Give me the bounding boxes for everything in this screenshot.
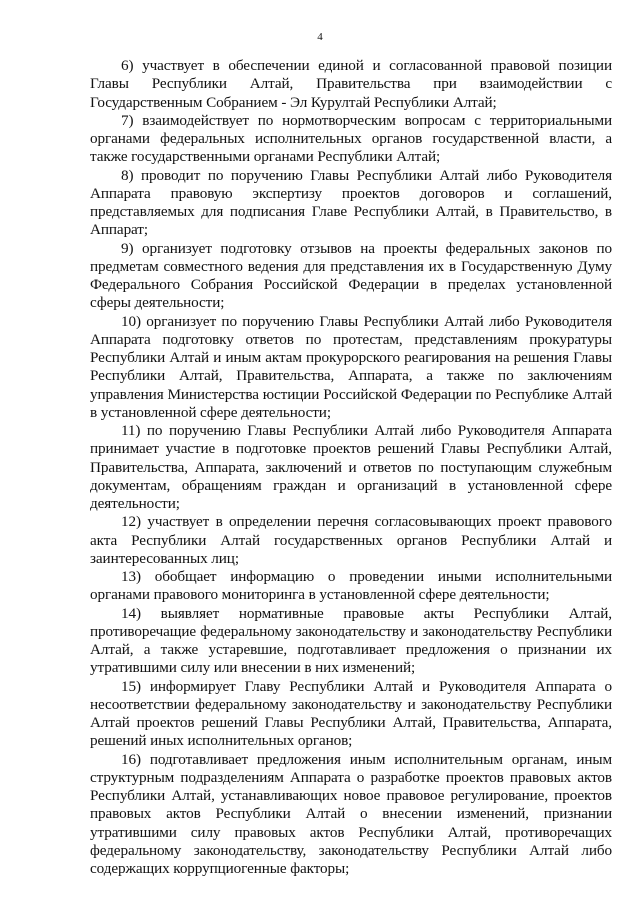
paragraph-item-14: 14) выявляет нормативные правовые акты Республики Алтай, противоречащие федеральному законодательству и законодательству Республики Алтай, а также устаревшие, подготавливает предложения о признании их утратившими силу или внесении в них изменений; bbox=[90, 604, 612, 677]
paragraph-item-12: 12) участвует в определении перечня согласовывающих проект правового акта Республики Алтай государственных органов Республики Алтай и заинтересованных лиц; bbox=[90, 513, 612, 567]
document-body bbox=[90, 57, 612, 878]
paragraph-item-7: 7) взаимодействует по нормотворческим вопросам с территориальными органами федеральных исполнительных органов государственной власти, а также государственными органами Республики Алтай; bbox=[90, 111, 612, 166]
paragraph-item-15: 15) информирует Главу Республики Алтай и Руководителя Аппарата о несоответствии федеральному законодательству и законодательству Республики Алтай проектов решений Главы Республики Алтай, Правительства, Аппарата, решений иных исполнительных органов; bbox=[90, 677, 612, 750]
paragraph-item-16: 16) подготавливает предложения иным исполнительным органам, иным структурным подразделениям Аппарата о разработке проектов правовых актов Республики Алтай, устанавливающих новое правовое регулирование, проектов правовых актов Республики Алтай о внесении изменений, признании утратившими силу правовых актов Республики Алтай, противоречащих федеральному законодательству, законодательству Республики Алтай либо содержащих коррупциогенные факторы; bbox=[90, 750, 612, 877]
paragraph-item-9: 9) организует подготовку отзывов на проекты федеральных законов по предметам совместного ведения для представления их в Государственную Думу Федерального Собрания Российской Федерации в пределах установленной сферы деятельности; bbox=[90, 239, 612, 312]
paragraph-item-8: 8) проводит по поручению Главы Республики Алтай либо Руководителя Аппарата правовую экспертизу проектов договоров и соглашений, представляемых для подписания Главе Республики Алтай, в Правительство, в Аппарат; bbox=[90, 166, 612, 239]
page-number: 4 bbox=[317, 31, 323, 43]
paragraph-item-13: 13) обобщает информацию о проведении иными исполнительными органами правового мониторинга в установленной сфере деятельности; bbox=[90, 568, 612, 604]
paragraph-item-10: 10) организует по поручению Главы Республики Алтай либо Руководителя Аппарата подготовку ответов по протестам, представлениям прокуратуры Республики Алтай и иным актам прокурорского реагирования на решения Главы Республики Алтай, Правительства, Аппарата, а также по заключениям управления Министерства юстиции Российской Федерации по Республике Алтай в установленной сфере деятельности; bbox=[90, 312, 612, 421]
paragraph-item-6: 6) участвует в обеспечении единой и согласованной правовой позиции Главы Республики Алтай, Правительства при взаимодействии с Государственным Собранием - Эл Курултай Республики Алтай; bbox=[90, 57, 612, 111]
paragraph-item-11: 11) по поручению Главы Республики Алтай либо Руководителя Аппарата принимает участие в подготовке проектов решений Главы Республики Алтай, Правительства, Аппарата, заключений и ответов по поступающим служебным документам, обращениям граждан и организаций в установленной сфере деятельности; bbox=[90, 422, 612, 512]
